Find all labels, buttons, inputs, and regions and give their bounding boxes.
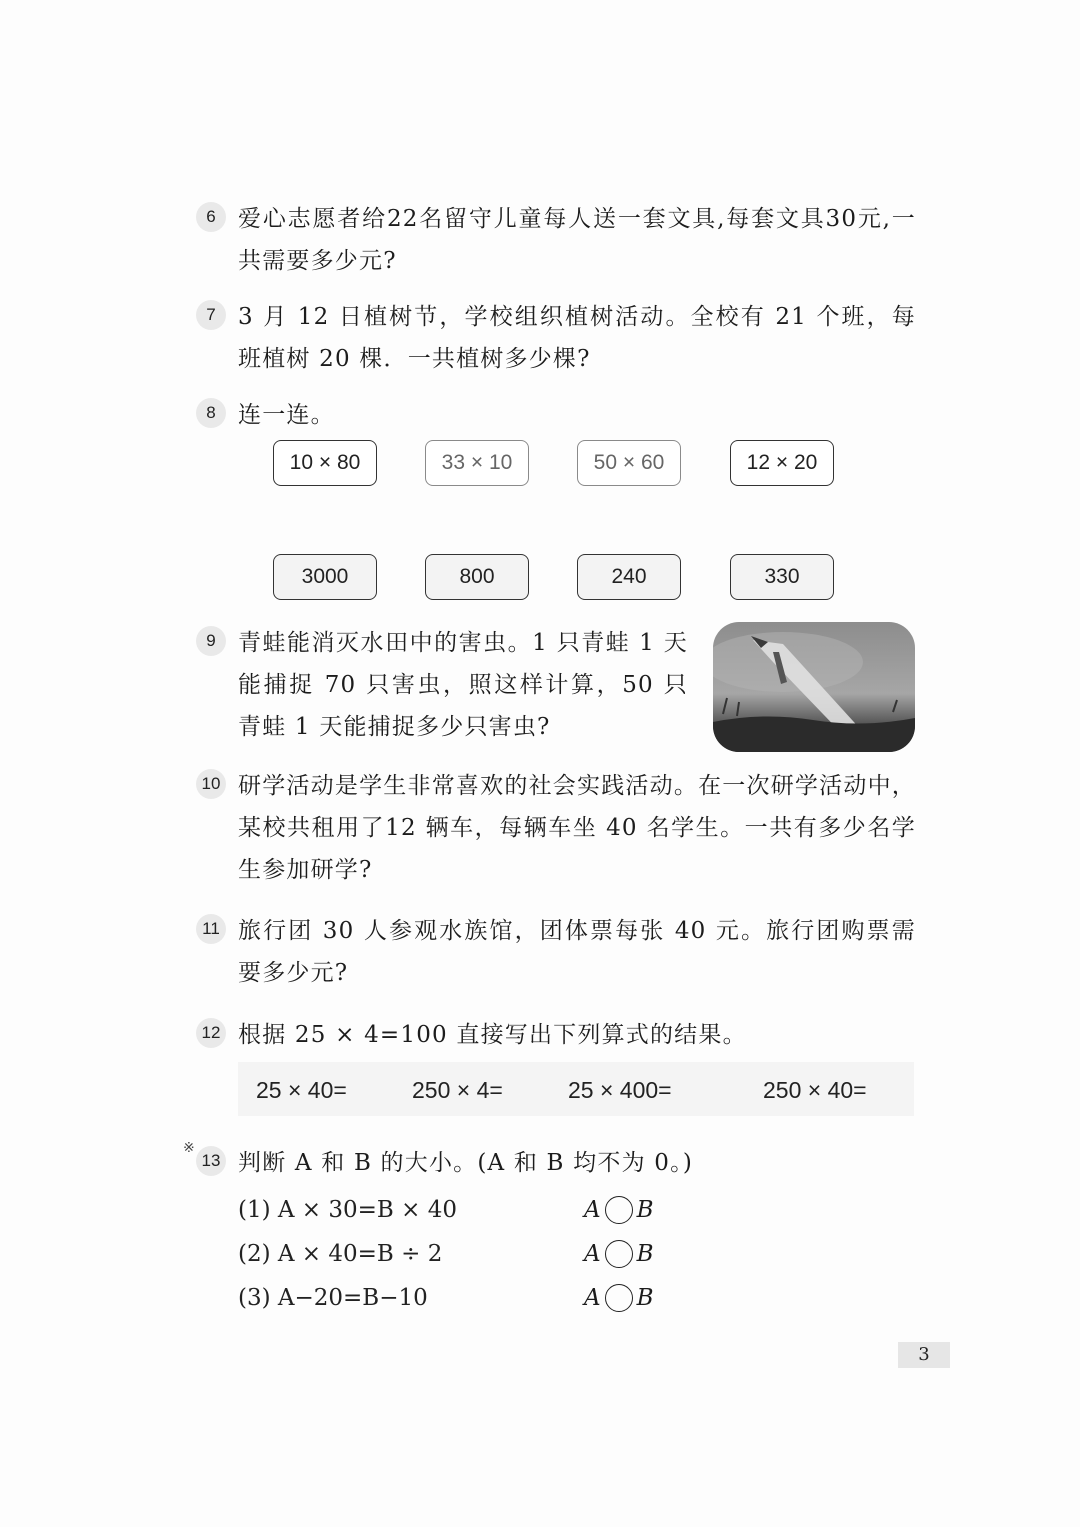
question-text: 3 月 12 日植树节，学校组织植树活动。全校有 21 个班，每班植树 20 棵．一共植树多少棵? [238, 304, 916, 372]
compare-3 [584, 1278, 654, 1318]
expression-box[interactable]: 12 × 20 [730, 440, 834, 486]
expression-box[interactable]: 50 × 60 [577, 440, 681, 486]
compare-right: B [636, 1241, 654, 1267]
result-box[interactable]: 800 [425, 554, 529, 600]
calculation-item: 25 × 400= [568, 1077, 672, 1103]
question-11 [196, 910, 916, 1000]
question-number: 6 [196, 202, 226, 232]
question-8 [196, 394, 916, 436]
compare-left: A [584, 1197, 601, 1223]
question-text: 连一连。 [238, 402, 335, 428]
question-text: 根据 25 × 4=100 直接写出下列算式的结果。 [238, 1022, 747, 1048]
question-9 [196, 622, 688, 752]
frog-leaping-icon [713, 622, 915, 752]
compare-right: B [636, 1285, 654, 1311]
sub-question-2: (2) A × 40=B ÷ 2 [238, 1241, 443, 1267]
question-12 [196, 1014, 916, 1056]
expression-box[interactable]: 33 × 10 [425, 440, 529, 486]
expression-box[interactable]: 10 × 80 [273, 440, 377, 486]
question-text: 研学活动是学生非常喜欢的社会实践活动。在一次研学活动中，某校共租用了12 辆车，每辆车坐 40 名学生。一共有多少名学生参加研学? [238, 773, 916, 883]
question-13 [196, 1142, 916, 1184]
calculation-item: 250 × 4= [412, 1077, 503, 1103]
question-10 [196, 765, 916, 895]
result-box[interactable]: 240 [577, 554, 681, 600]
compare-left: A [584, 1285, 601, 1311]
answer-circle[interactable] [605, 1284, 633, 1312]
compare-2 [584, 1234, 654, 1274]
question-6 [196, 198, 916, 288]
sub-question-1: (1) A × 30=B × 40 [238, 1197, 457, 1223]
question-number: 13 [196, 1146, 226, 1176]
question-text: 青蛙能消灭水田中的害虫。1 只青蛙 1 天能捕捉 70 只害虫，照这样计算，50 只青蛙 1 天能捕捉多少只害虫? [238, 630, 688, 740]
answer-circle[interactable] [605, 1240, 633, 1268]
compare-left: A [584, 1241, 601, 1267]
question-number: 9 [196, 626, 226, 656]
page-number: 3 [898, 1342, 950, 1368]
question-text: 爱心志愿者给22名留守儿童每人送一套文具,每套文具30元,一共需要多少元? [238, 206, 916, 274]
question-number: 12 [196, 1018, 226, 1048]
question-number: 11 [196, 914, 226, 944]
question-text: 旅行团 30 人参观水族馆，团体票每张 40 元。旅行团购票需要多少元? [238, 918, 916, 986]
calculation-item: 250 × 40= [763, 1077, 867, 1103]
question-number: 7 [196, 300, 226, 330]
compare-1 [584, 1190, 654, 1230]
question-number: 8 [196, 398, 226, 428]
compare-right: B [636, 1197, 654, 1223]
result-box[interactable]: 330 [730, 554, 834, 600]
answer-circle[interactable] [605, 1196, 633, 1224]
result-box[interactable]: 3000 [273, 554, 377, 600]
sub-question-3: (3) A−20=B−10 [238, 1285, 428, 1311]
frog-photo [713, 622, 915, 752]
question-text: 判断 A 和 B 的大小。(A 和 B 均不为 0。) [238, 1150, 693, 1176]
challenge-mark: ※ [183, 1140, 195, 1156]
question-7 [196, 296, 916, 386]
calculation-item: 25 × 40= [256, 1077, 347, 1103]
question-number: 10 [196, 769, 226, 799]
